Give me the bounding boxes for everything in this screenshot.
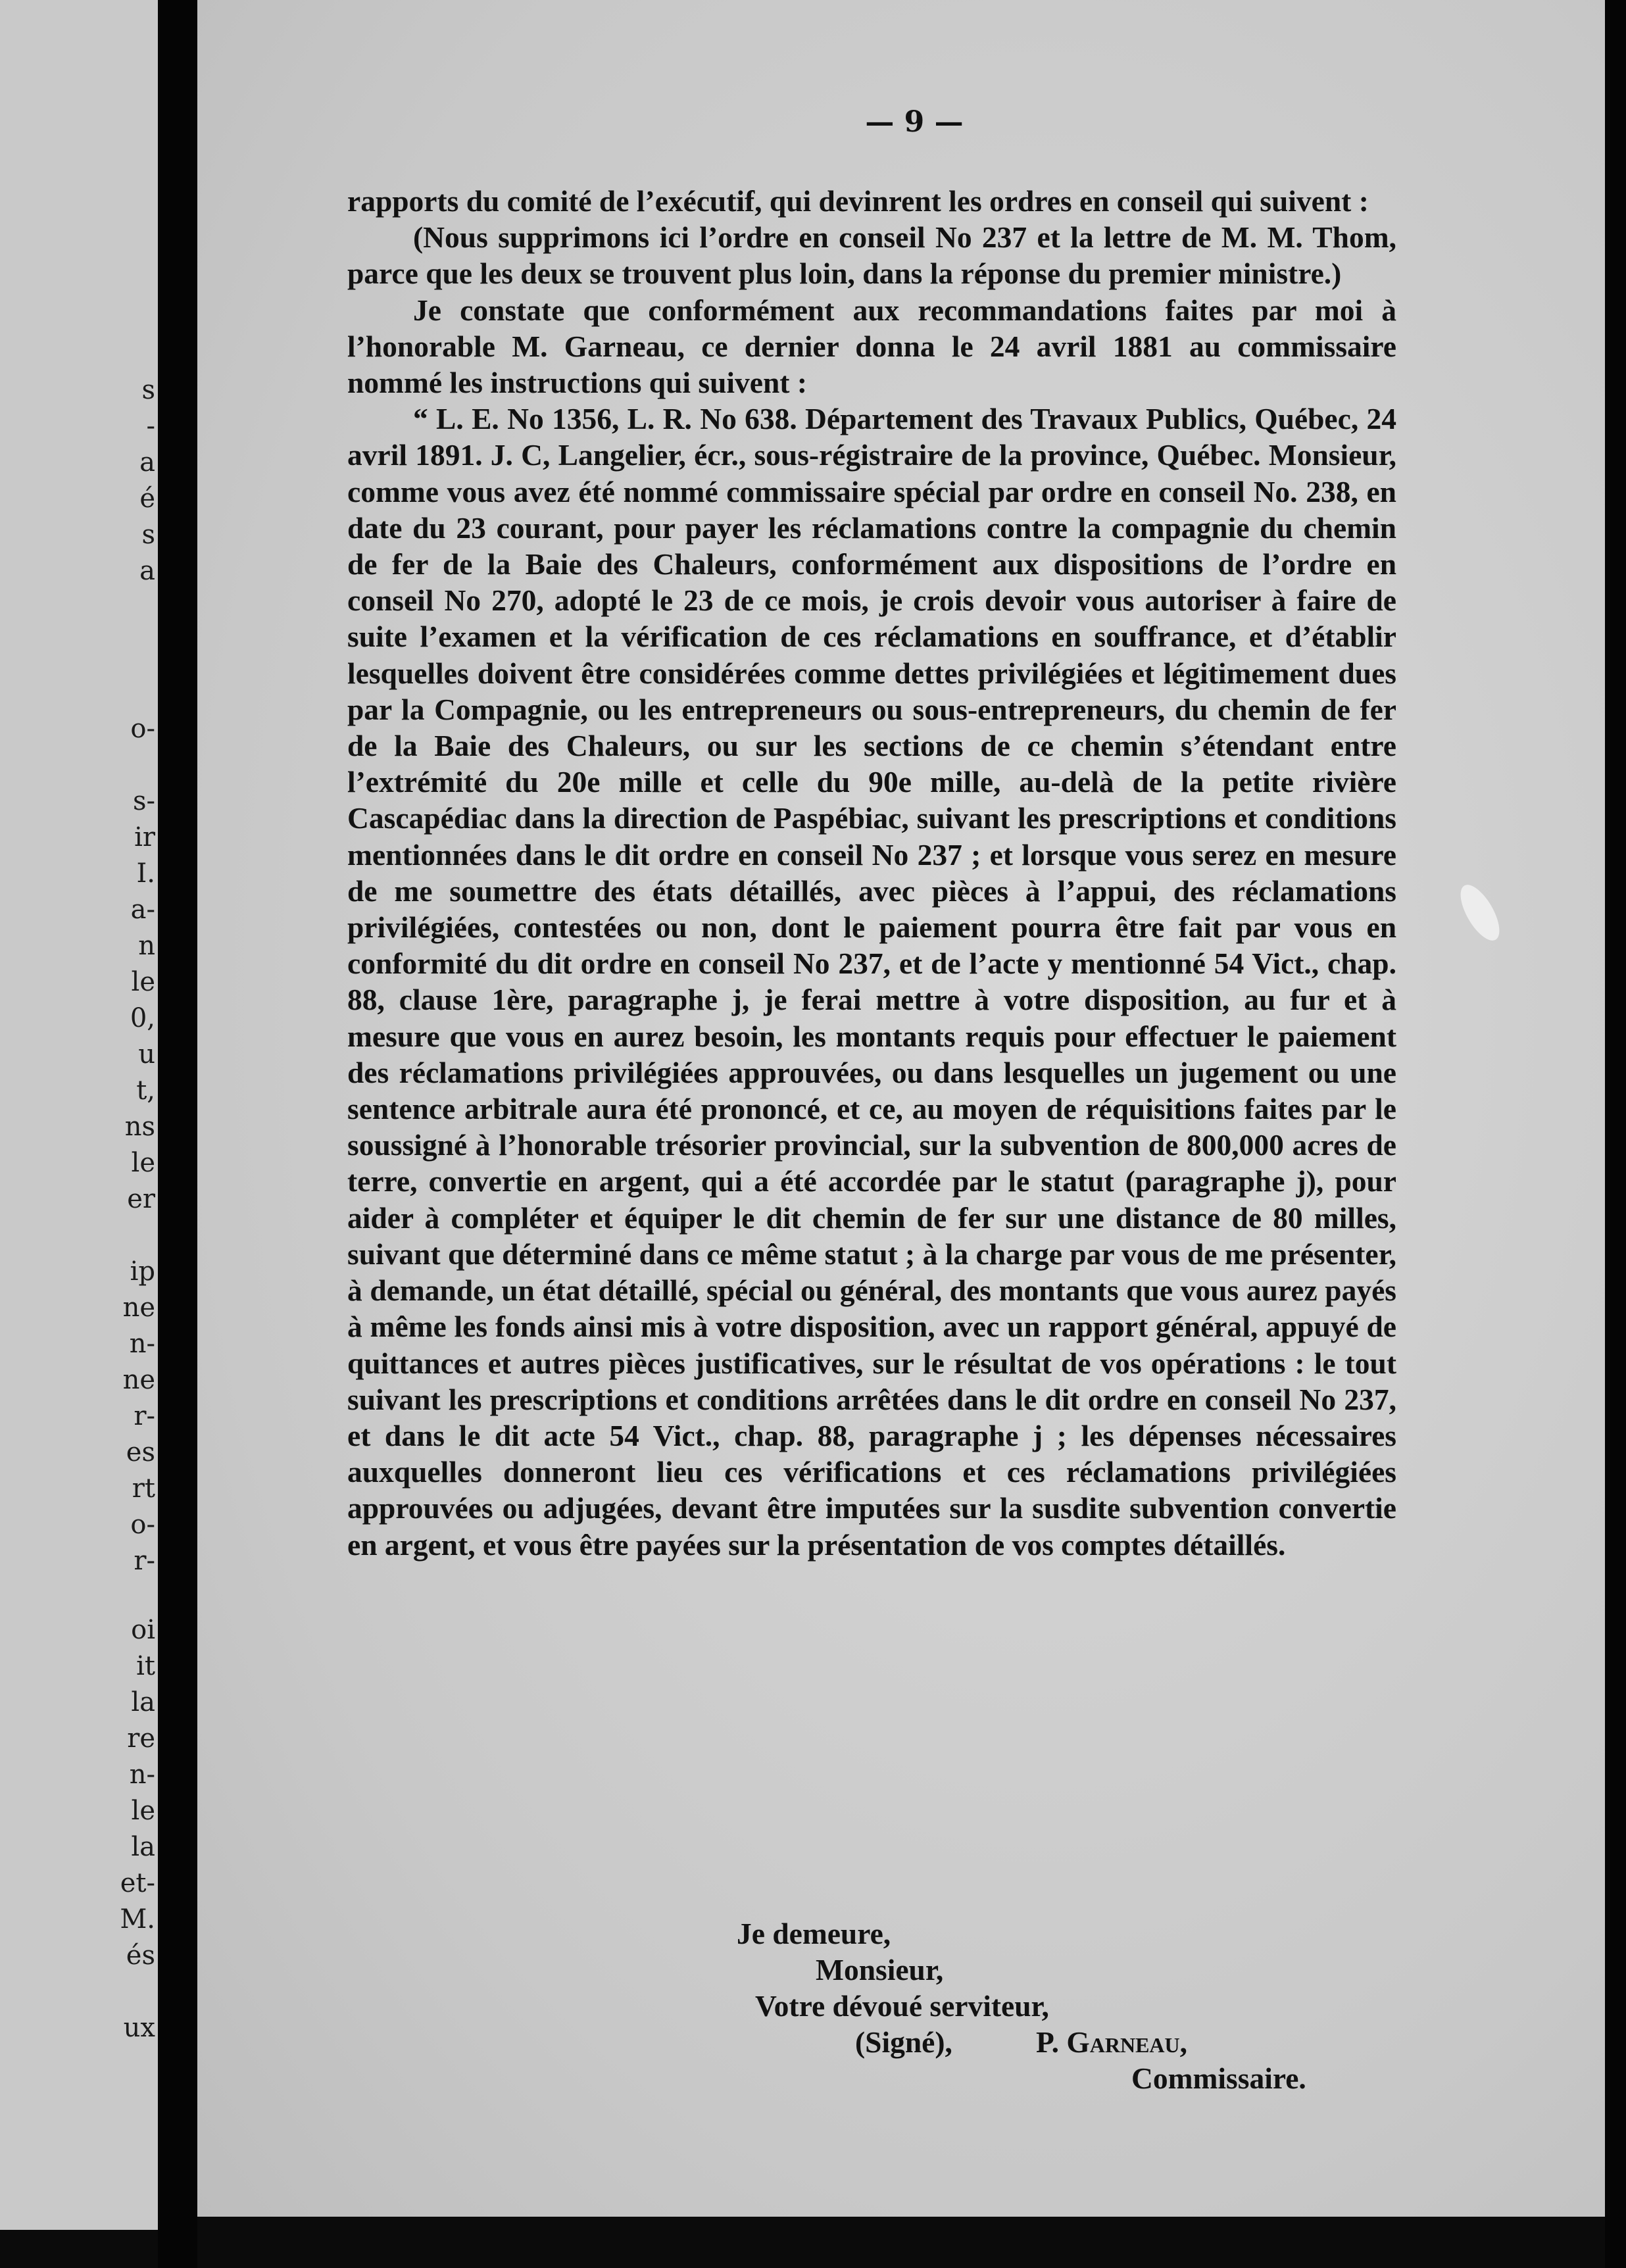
adjacent-page-fragment: le — [131, 1148, 155, 1178]
adjacent-page-fragment: n- — [129, 1329, 155, 1359]
adjacent-page-fragment: s — [141, 520, 155, 550]
body-text — [347, 183, 1396, 1563]
adjacent-page-fragment: la — [131, 1687, 155, 1717]
paragraph: “ L. E. No 1356, L. R. No 638. Département des Travaux Publics, Québec, 24 avril 1891. J. C, Langelier, écr., sous-régistraire de la province, Québec. Monsieur, comme vous avez été nommé commissaire spécial par ordre en conseil No. 238, en date du 23 courant, pour payer les réclamations contre la compagnie du chemin de fer de la Baie des Chaleurs, conformément aux dispositions de l’ordre en conseil No 270, adopté le 23 de ce mois, je crois devoir vous autoriser à faire de suite l’examen et la vérification de ces réclamations en souffrance, et d’établir lesquelles doivent être considérées comme dettes privilégiées et légitimement dues par la Compagnie, ou les entrepreneurs ou sous-entrepreneurs, du chemin de fer de la Baie des Chaleurs, ou sur les sections de ce chemin s’étendant entre l’extrémité du 20e mille et celle du 90e mille, au-delà de la petite rivière Cascapédiac dans la direction de Paspébiac, suivant les prescriptions et conditions mentionnées dans le dit ordre en conseil No 237 ; et lorsque vous serez en mesure de me soumettre des états détaillés, avec pièces à l’appui, des réclamations privilégiées, contestées ou non, dont le paiement pourra être fait par vous en conformité du dit ordre en conseil No 237, et de l’acte y mentionné 54 Vict., chap. 88, clause 1ère, paragraphe j, je ferai mettre à votre disposition, au fur et à mesure que vous en aurez besoin, les montants requis pour effectuer le paiement des réclamations privilégiées approuvées, ou dans lesquelles un jugement ou une sentence arbitrale aura été prononcé, et ce, au moyen de réquisitions faites par le soussigné à l’honorable trésorier provincial, sur la subvention de 800,000 acres de terre, convertie en argent, qui a été accordée par le statut (paragraphe j), pour aider à compléter et équiper le dit chemin de fer sur une distance de 80 milles, suivant que déterminé dans ce même statut ; à la charge par vous de me présenter, à demande, un état détaillé, spécial ou général, des montants que vous aurez payés à même les fonds ainsi mis à votre disposition, avec un rapport général, appuyé de quittances et autres pièces justificatives, sur le résultat de vos opérations : le tout suivant les prescriptions et conditions arrêtées dans le dit ordre en conseil No 237, et dans le dit acte 54 Vict., chap. 88, paragraphe j ; les dépenses nécessaires auxquelles donneront lieu ces vérifications et ces réclamations privilégiées approuvées ou adjugées, devant être imputées sur la susdite subvention convertie en argent, et vous être payées sur la présentation de vos comptes détaillés. — [347, 402, 1396, 1562]
adjacent-page-fragment: rt — [132, 1473, 155, 1504]
document-page — [197, 0, 1605, 2217]
adjacent-page-fragment: et- — [120, 1868, 155, 1898]
adjacent-page-fragment: és — [126, 1940, 155, 1971]
binding-gutter — [158, 0, 197, 2268]
scan-border — [1605, 0, 1626, 2268]
adjacent-page-fragment: ne — [122, 1365, 155, 1395]
adjacent-page-fragment: n- — [129, 1760, 155, 1790]
adjacent-page-fragment: I. — [136, 858, 155, 889]
adjacent-page-fragment: ir — [134, 822, 155, 852]
page-number: — 9 — — [865, 105, 964, 139]
adjacent-page-fragment: M. — [120, 1904, 155, 1935]
paragraph: rapports du comité de l’exécutif, qui devinrent les ordres en conseil qui suivent : — [347, 184, 1369, 218]
adjacent-page-fragments — [0, 0, 158, 2230]
salutation: Monsieur, — [816, 1953, 944, 1986]
adjacent-page-fragment: a- — [130, 895, 155, 925]
adjacent-page-fragment: ux — [123, 2013, 155, 2043]
adjacent-page-fragment: re — [127, 1723, 155, 1754]
adjacent-page-fragment: er — [127, 1184, 155, 1214]
adjacent-page-fragment: é — [139, 483, 155, 514]
adjacent-page-fragment: n — [138, 931, 155, 961]
scan-artifact — [1453, 879, 1507, 946]
adjacent-page-fragment: s — [141, 375, 155, 405]
adjacent-page-fragment: le — [131, 967, 155, 997]
adjacent-page-fragment: - — [146, 411, 155, 441]
adjacent-page-fragment: s- — [132, 786, 155, 816]
adjacent-page-fragment: ip — [130, 1256, 155, 1287]
adjacent-page-fragment: ne — [122, 1293, 155, 1323]
adjacent-page-fragment: it — [136, 1651, 155, 1681]
adjacent-page-fragment: le — [131, 1796, 155, 1826]
closing-phrase: Votre dévoué serviteur, — [755, 1989, 1049, 2023]
signed-label: (Signé), — [855, 2025, 952, 2059]
adjacent-page-fragment: 0, — [130, 1003, 155, 1033]
adjacent-page-fragment: u — [138, 1039, 155, 1070]
adjacent-page-fragment: es — [126, 1437, 155, 1467]
adjacent-page-fragment: oi — [131, 1615, 155, 1645]
adjacent-page-fragment: o- — [130, 1510, 155, 1540]
signatory-name: P. Garneau, — [1036, 2025, 1188, 2059]
paragraph: Je constate que conformément aux recommandations faites par moi à l’honorable M. Garneau, ce dernier donna le 24 avril 1881 au commissaire nommé les instructions qui suivent : — [347, 293, 1396, 400]
adjacent-page-fragment: t, — [136, 1075, 155, 1106]
adjacent-page-fragment: r- — [134, 1546, 155, 1576]
adjacent-page-fragment: ns — [124, 1112, 155, 1142]
adjacent-page-fragment: la — [131, 1832, 155, 1862]
signatory-title: Commissaire. — [1131, 2061, 1306, 2095]
adjacent-page-fragment: a — [139, 447, 155, 478]
paragraph: (Nous supprimons ici l’ordre en conseil No 237 et la lettre de M. M. Thom, parce que les deux se trouvent plus loin, dans la réponse du premier ministre.) — [347, 220, 1396, 291]
adjacent-page-fragment: a — [139, 556, 155, 586]
closing-line: Je demeure, — [737, 1917, 891, 1950]
adjacent-page-fragment: r- — [134, 1401, 155, 1431]
adjacent-page-fragment: o- — [130, 714, 155, 744]
